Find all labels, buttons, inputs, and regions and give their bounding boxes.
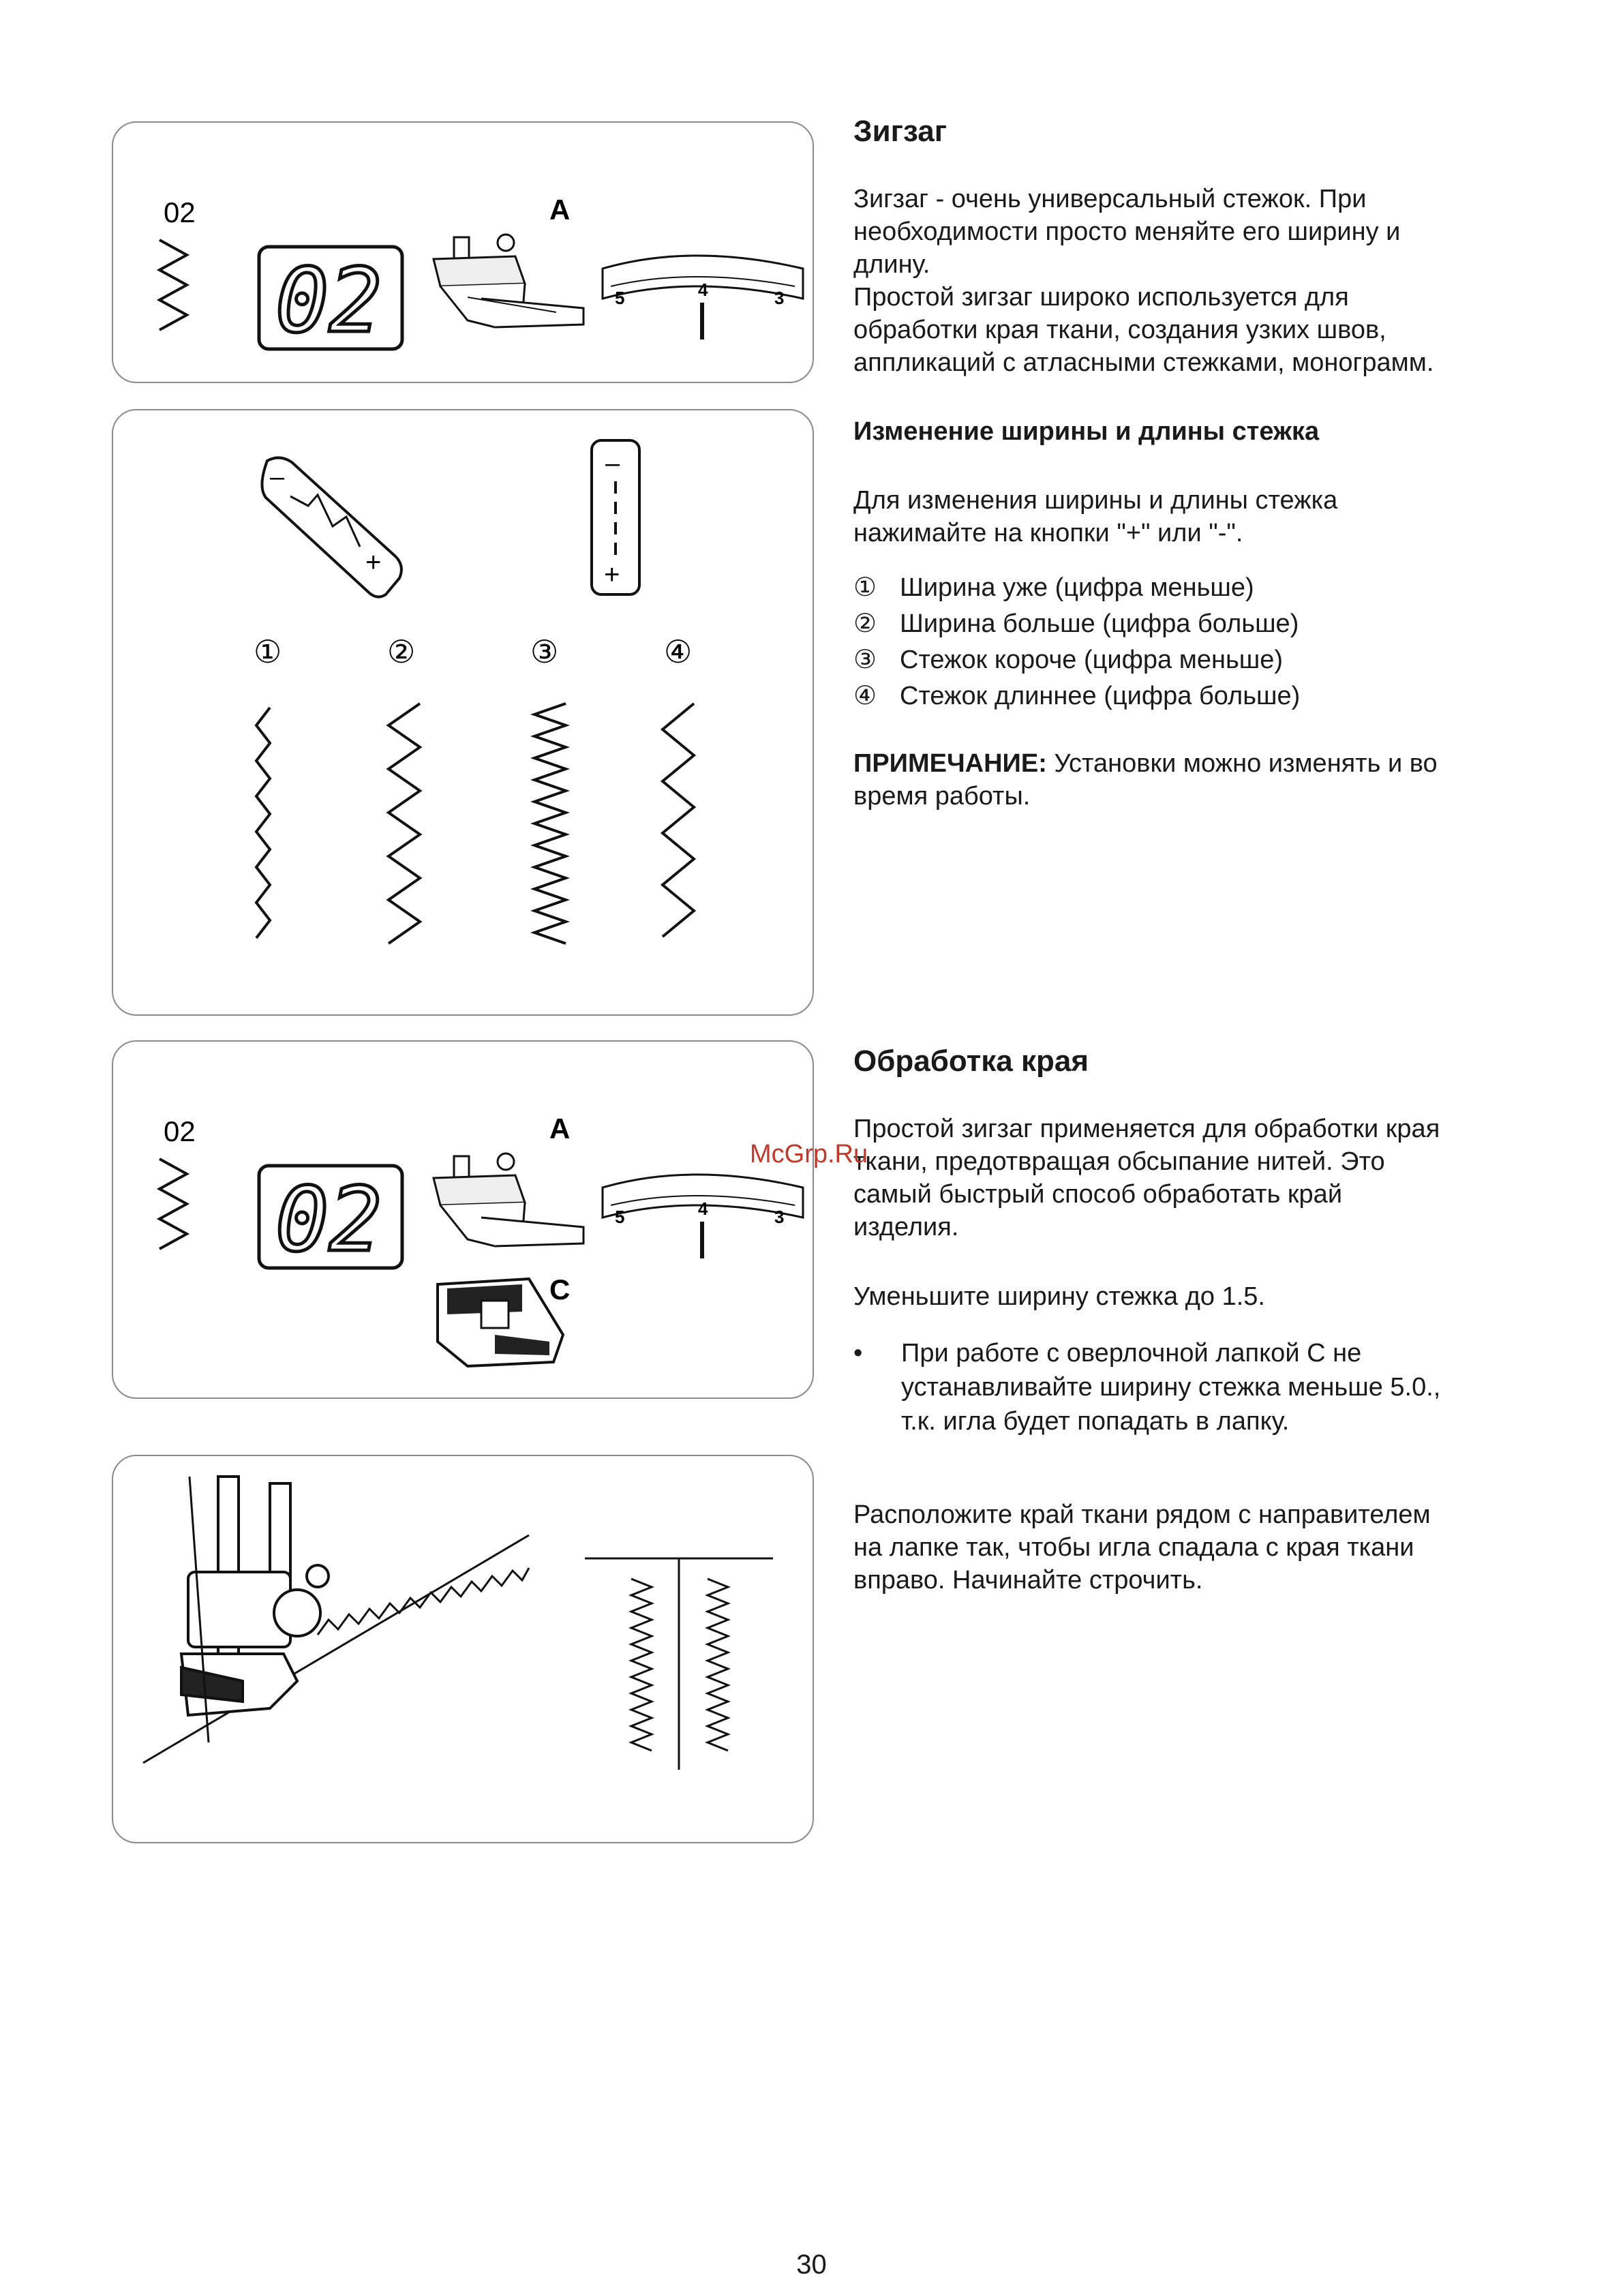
svg-text:4: 4 [698, 1198, 708, 1219]
list-item: ① Ширина уже (цифра меньше) [853, 573, 1254, 602]
edge-zigzag [318, 1568, 529, 1635]
watermark: McGrp.Ru [750, 1140, 868, 1168]
width-length-description: Для изменения ширины и длины стежка нажимайте на кнопки "+" или "-". [853, 486, 1338, 547]
svg-text:5: 5 [615, 288, 625, 308]
zigzag-description: Зигзаг - очень универсальный стежок. При необходимости просто меняйте его ширину и длину. Простой зигзаг широко используется для обработки края ткани, создания узких швов, аппликаций с атласными стежками, монограмм. [853, 185, 1434, 377]
foot-c-label: C [549, 1273, 571, 1305]
bullet-mark: • [853, 1339, 863, 1368]
figure-zigzag-settings [112, 121, 814, 383]
stitch-sample-narrow [256, 708, 270, 938]
overlock-foot-c-icon [438, 1279, 563, 1366]
svg-text:+: + [604, 560, 620, 590]
svg-text:+: + [365, 547, 382, 577]
section-title-edge: Обработка края [853, 1044, 1089, 1078]
foot-a-label: A [549, 194, 571, 226]
section-title-zigzag: Зигзаг [853, 115, 947, 148]
list-item: ③ Стежок короче (цифра меньше) [853, 646, 1284, 674]
note-label: ПРИМЕЧАНИЕ: [853, 749, 1047, 778]
circled-4: ④ [664, 634, 693, 669]
adjustment-list [853, 570, 1542, 714]
foot-a-label: A [549, 1113, 571, 1145]
overlock-warning: • При работе с оверлочной лапкой С не устанавливайте ширину стежка меньше 5.0., т.к. игла будет попадать в лапку. [853, 1336, 1542, 1438]
presser-foot-a-icon [434, 1153, 583, 1246]
lcd-display-digits: 02 [275, 249, 382, 352]
note: ПРИМЕЧАНИЕ: Установки можно изменять и во время работы. [853, 749, 1438, 811]
placement-instruction: Расположите край ткани рядом с направителем на лапке так, чтобы игла спадала с края ткани вправо. Начинайте строчить. [853, 1500, 1431, 1595]
stitch-row-left [631, 1579, 652, 1751]
svg-text:–: – [605, 449, 620, 478]
svg-text:3: 3 [774, 288, 785, 308]
figure-edge-sewing [112, 1455, 814, 1843]
svg-text:–: – [270, 463, 285, 492]
stitch-width-dial-icon [603, 256, 803, 339]
length-button-icon [592, 440, 639, 594]
stitch-row-right [708, 1579, 728, 1751]
circled-1: ① [254, 634, 282, 669]
list-item: ② Ширина больше (цифра больше) [853, 609, 1299, 638]
zigzag-stitch-icon [160, 1159, 187, 1249]
pattern-number-label: 02 [164, 196, 196, 228]
svg-text:4: 4 [698, 280, 708, 300]
stitch-width-dial-icon [603, 1175, 803, 1258]
page-number: 30 [796, 2250, 827, 2280]
presser-foot-a-icon [434, 235, 583, 327]
figure-edge-settings [112, 1040, 814, 1399]
svg-text:5: 5 [615, 1207, 625, 1227]
reduce-width-instruction: Уменьшите ширину стежка до 1.5. [853, 1282, 1265, 1311]
list-item: ④ Стежок длиннее (цифра больше) [853, 682, 1301, 710]
circled-3: ③ [530, 634, 559, 669]
circled-2: ② [387, 634, 416, 669]
svg-text:3: 3 [774, 1207, 785, 1227]
width-button-icon [262, 457, 401, 596]
lcd-display-digits: 02 [275, 1168, 382, 1271]
zigzag-stitch-icon [160, 240, 187, 330]
pattern-number-label: 02 [164, 1115, 196, 1147]
stitch-sample-wide [389, 704, 420, 943]
section-title-width-length: Изменение ширины и длины стежка [853, 417, 1320, 446]
figure-width-length [112, 409, 814, 1016]
edge-description: Простой зигзаг применяется для обработки края ткани, предотвращая обсыпание нитей. Это самый быстрый способ обработать край изделия. [853, 1115, 1440, 1241]
stitch-sample-long [663, 704, 694, 937]
stitch-sample-short [534, 704, 566, 943]
